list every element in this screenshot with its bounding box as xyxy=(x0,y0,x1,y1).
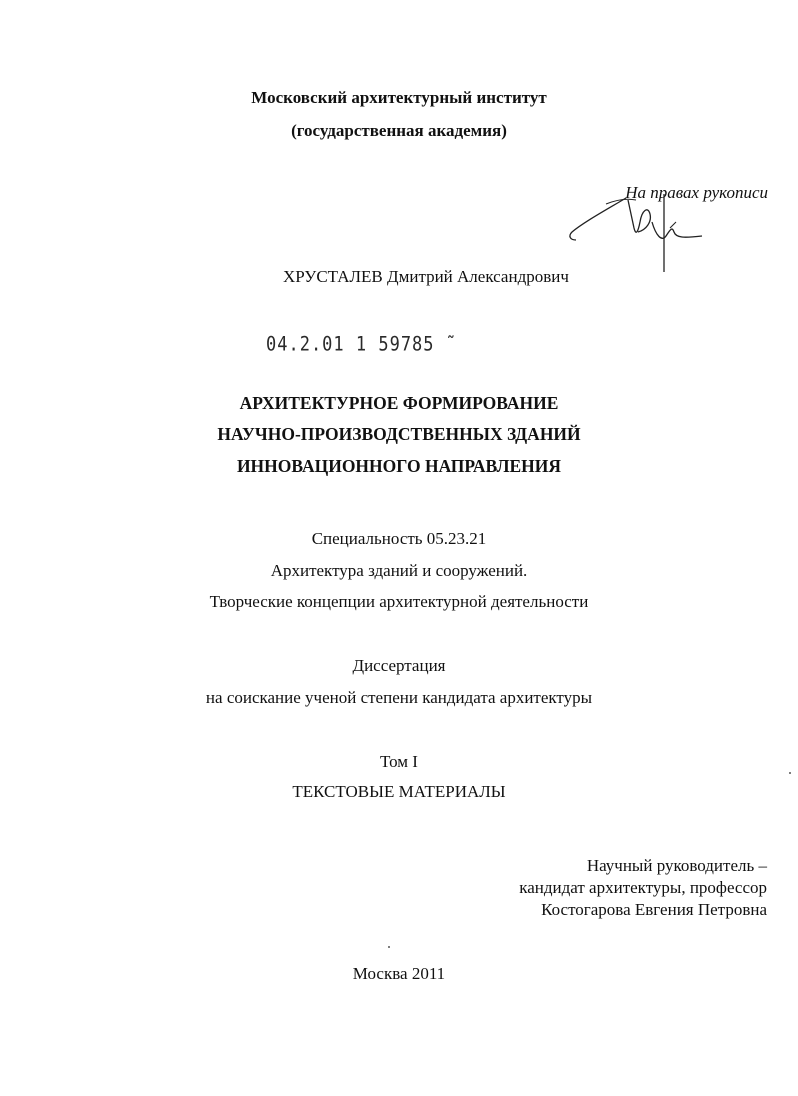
institution-name: Московский архитектурный институт xyxy=(251,88,547,107)
specialty-name: Архитектура зданий и сооружений. xyxy=(270,561,528,580)
city-year: Москва 2011 xyxy=(352,964,446,983)
author-name: ХРУСТАЛЕВ Дмитрий Александрович xyxy=(283,267,569,286)
institution-status: (государственная академия) xyxy=(291,121,507,140)
scan-speck xyxy=(789,772,791,774)
manuscript-note: На правах рукописи xyxy=(625,183,768,202)
supervisor-label: Научный руководитель – xyxy=(586,856,767,875)
volume-number: Том I xyxy=(380,752,418,771)
handwritten-signature xyxy=(566,192,706,276)
volume-title: ТЕКСТОВЫЕ МАТЕРИАЛЫ xyxy=(292,782,506,801)
document-type: Диссертация xyxy=(352,656,446,675)
specialty-description: Творческие концепции архитектурной деятельности xyxy=(209,592,589,611)
supervisor-name: Костогарова Евгения Петровна xyxy=(541,900,767,919)
specialty-code: Специальность 05.23.21 xyxy=(311,529,487,548)
scan-speck xyxy=(388,946,390,948)
registration-number: 04.2.01 1 59785 ˜ xyxy=(266,333,457,356)
dissertation-title-line-3: ИННОВАЦИОННОГО НАПРАВЛЕНИЯ xyxy=(236,456,562,476)
dissertation-title-line-2: НАУЧНО-ПРОИЗВОДСТВЕННЫХ ЗДАНИЙ xyxy=(217,424,581,444)
supervisor-title: кандидат архитектуры, профессор xyxy=(519,878,767,897)
dissertation-title-line-1: АРХИТЕКТУРНОЕ ФОРМИРОВАНИЕ xyxy=(239,393,559,413)
degree-sought: на соискание ученой степени кандидата архитектуры xyxy=(205,688,593,707)
